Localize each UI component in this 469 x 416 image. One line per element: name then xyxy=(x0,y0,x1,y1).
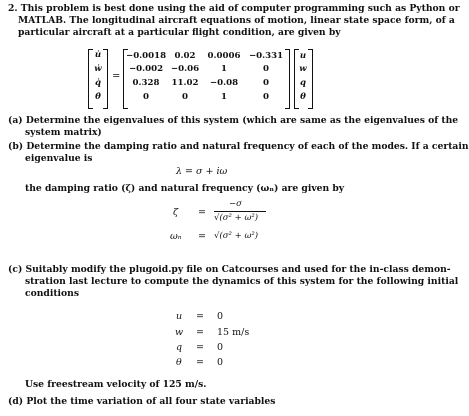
matrix-cell: 0 xyxy=(263,64,269,74)
matrix-cell: −0.08 xyxy=(209,78,239,88)
zeta-numerator: −σ xyxy=(229,199,242,209)
rhs-theta: θ xyxy=(300,92,306,102)
part-b-line-3: the damping ratio (ζ) and natural frequency (ωₙ) are given by xyxy=(25,183,345,194)
wn-equals: = xyxy=(198,231,206,242)
wn-symbol: ωₙ xyxy=(170,231,182,242)
matrix-cell: 1 xyxy=(221,92,227,102)
matrix-cell: 0 xyxy=(263,78,269,88)
ic-var: θ xyxy=(176,357,182,368)
lhs-thetadot: θ̇ xyxy=(95,92,101,102)
matrix-cell: −0.331 xyxy=(248,51,284,61)
part-d-line-1: (d) Plot the time variation of all four state variables xyxy=(8,396,276,407)
matrix-cell: −0.002 xyxy=(128,64,164,74)
matrix-cell: −0.0018 xyxy=(126,51,167,61)
zeta-fraction-bar xyxy=(214,211,266,212)
ic-equals: = xyxy=(196,342,204,353)
equals-sign: = xyxy=(112,71,121,82)
part-a-line-2: system matrix) xyxy=(25,127,102,138)
intro-line-1: 2. This problem is best done using the aid of computer programming such as Python or xyxy=(8,3,460,14)
part-b-line-1: (b) Determine the damping ratio and natural frequency of each of the modes. If a certain xyxy=(8,141,469,152)
matrix-cell: 0 xyxy=(263,92,269,102)
part-c-line-1: (c) Suitably modify the plugoid.py file on Catcourses and used for the in-class demon- xyxy=(8,264,451,275)
zeta-equals: = xyxy=(198,207,206,218)
rhs-right-bracket xyxy=(308,49,313,109)
matrix-cell: 0 xyxy=(182,92,188,102)
matrix-cell: 1 xyxy=(221,64,227,74)
rhs-q: q xyxy=(299,78,306,88)
ic-value: 15 m/s xyxy=(217,327,250,338)
ic-var: u xyxy=(176,311,183,322)
matrix-cell: 0.0006 xyxy=(207,51,241,61)
matrix-right-bracket xyxy=(285,49,290,109)
lambda-equation: λ = σ + iω xyxy=(176,166,228,177)
part-c-line-2: stration last lecture to compute the dynamics of this system for the following initial xyxy=(25,276,459,287)
part-c-line-3: conditions xyxy=(25,288,80,299)
intro-line-2: MATLAB. The longitudinal aircraft equations of motion, linear state space form, of a xyxy=(18,15,455,26)
lhs-qdot: q̇ xyxy=(94,78,101,88)
zeta-symbol: ζ xyxy=(173,207,179,218)
wn-expression: √(σ² + ω²) xyxy=(214,231,259,241)
ic-value: 0 xyxy=(217,311,224,322)
lhs-wdot: ẇ xyxy=(94,64,102,74)
matrix-cell: 0 xyxy=(143,92,149,102)
rhs-u: u xyxy=(299,51,307,61)
ic-value: 0 xyxy=(217,342,224,353)
matrix-cell: 0.02 xyxy=(174,51,196,61)
zeta-denominator: √(σ² + ω²) xyxy=(214,213,259,223)
ic-equals: = xyxy=(196,327,204,338)
ic-var: w xyxy=(175,327,184,338)
lhs-udot: u̇ xyxy=(94,50,102,60)
matrix-cell: 11.02 xyxy=(171,78,199,88)
ic-equals: = xyxy=(196,311,204,322)
ic-value: 0 xyxy=(217,357,224,368)
intro-line-3: particular aircraft at a particular flight condition, are given by xyxy=(18,27,341,38)
freestream-note: Use freestream velocity of 125 m/s. xyxy=(25,379,207,390)
part-a-line-1: (a) Determine the eigenvalues of this system (which are same as the eigenvalues of the xyxy=(8,115,459,126)
ic-var: q xyxy=(176,342,183,353)
part-b-line-2: eigenvalue is xyxy=(25,153,93,164)
matrix-cell: −0.06 xyxy=(170,64,200,74)
lhs-right-bracket xyxy=(103,49,108,109)
rhs-w: w xyxy=(299,64,307,74)
matrix-cell: 0.328 xyxy=(132,78,160,88)
ic-equals: = xyxy=(196,357,204,368)
